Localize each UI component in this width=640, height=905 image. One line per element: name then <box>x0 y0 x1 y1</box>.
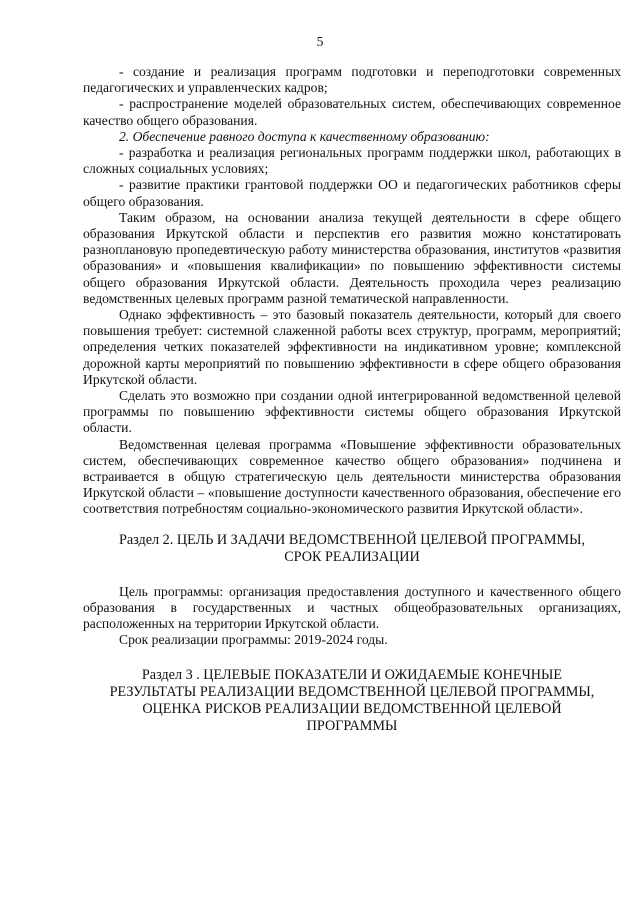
paragraph-bullet-grants: - развитие практики грантовой поддержки ОО и педагогических работников сферы общего образования. <box>83 177 621 209</box>
paragraph-program-term: Срок реализации программы: 2019-2024 годы. <box>119 632 388 648</box>
paragraph-departmental-program: Ведомственная целевая программа «Повышение эффективности образовательных систем, обеспечивающих современное качество общего образования» подчинена и встраивается в общую стратегическую цель деятельности министерства образования Иркутской области – «повышение доступности качественного образования, обеспечение его соответствия потребностям социально-экономического развития Иркутской области». <box>83 436 621 517</box>
page-number: 5 <box>316 34 324 49</box>
section-3-heading-line1: Раздел 3 . ЦЕЛЕВЫЕ ПОКАЗАТЕЛИ И ОЖИДАЕМЫЕ КОНЕЧНЫЕ <box>141 666 563 683</box>
paragraph-equal-access: 2. Обеспечение равного доступа к качественному образованию: <box>119 128 490 144</box>
paragraph-analysis: Таким образом, на основании анализа текущей деятельности в сфере общего образования Иркутской области и перспектив его развития можно констатировать разноплановую пропедевтическую работу министерства образования, институтов «развития образования» и «повышения квалификации» по повышению эффективности системы общего образования Иркутской области. Деятельность проходила через реализацию ведомственных целевых программ разной тематической направленности. <box>83 209 621 306</box>
section-3-heading-line3: ОЦЕНКА РИСКОВ РЕАЛИЗАЦИИ ВЕДОМСТВЕННОЙ ЦЕЛЕВОЙ <box>142 700 562 717</box>
section-3-heading-line4: ПРОГРАММЫ <box>306 717 398 734</box>
section-3-heading <box>83 667 621 735</box>
section-2-heading-line1: Раздел 2. ЦЕЛЬ И ЗАДАЧИ ВЕДОМСТВЕННОЙ ЦЕЛЕВОЙ ПРОГРАММЫ, <box>118 531 586 548</box>
paragraph-efficiency: Однако эффективность – это базовый показатель деятельности, который для своего повышения требует: системной слаженной работы всех структур, программ, мероприятий; определения четких показателей эффективности на индикативном уровне; комплексной дорожной карты мероприятий по повышению эффективности в сфере общего образования Иркутской области. <box>83 307 621 387</box>
paragraph-bullet-models: - распространение моделей образовательных систем, обеспечивающих современное качество общего образования. <box>83 96 621 128</box>
paragraph-program-goal: Цель программы: организация предоставления доступного и качественного общего образования в государственных и частных общеобразовательных организациях, расположенных на территории Иркутской области. <box>83 583 621 632</box>
paragraph-bullet-training: - создание и реализация программ подготовки и переподготовки современных педагогических и управленческих кадров; <box>83 64 621 96</box>
document-body <box>83 64 621 735</box>
paragraph-integrated-program: Сделать это возможно при создании одной интегрированной ведомственной целевой программы по повышению эффективности системы общего образования Иркутской области. <box>83 388 621 436</box>
section-2-heading <box>83 532 621 566</box>
section-2-heading-line2: СРОК РЕАЛИЗАЦИИ <box>284 548 420 565</box>
paragraph-bullet-regional: - разработка и реализация региональных программ поддержки школ, работающих в сложных социальных условиях; <box>83 145 621 177</box>
section-3-heading-line2: РЕЗУЛЬТАТЫ РЕАЛИЗАЦИИ ВЕДОМСТВЕННОЙ ЦЕЛЕВОЙ ПРОГРАММЫ, <box>109 683 595 700</box>
